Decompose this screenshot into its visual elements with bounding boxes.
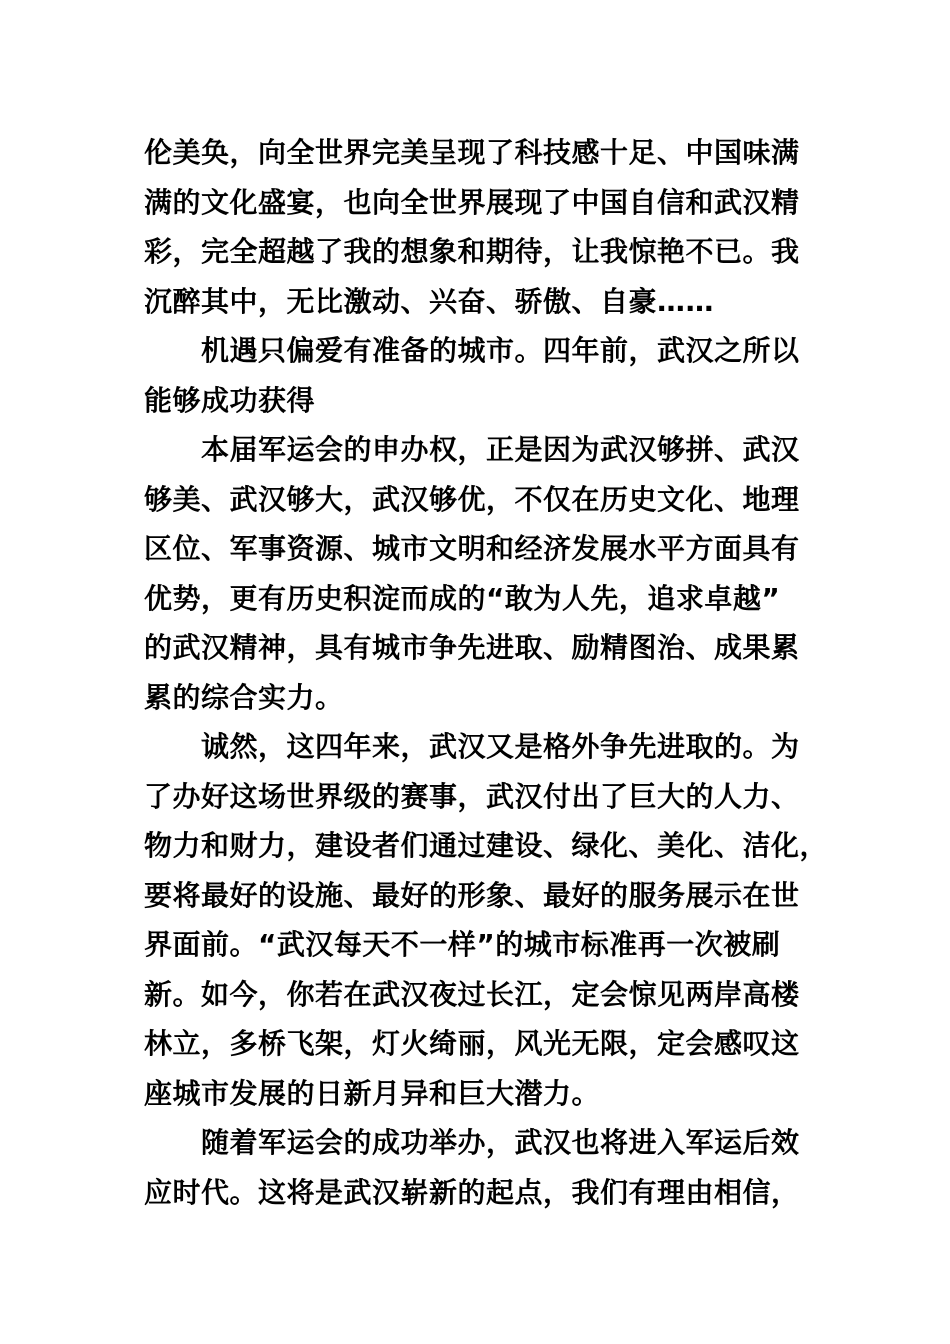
text-line: 界面前。“武汉每天不一样”的城市标准再一次被刷 bbox=[144, 928, 781, 961]
paragraph-start-line: 机遇只偏爱有准备的城市。四年前，武汉之所以 bbox=[201, 334, 800, 367]
text-line: 优势，更有历史积淀而成的“敢为人先，追求卓越” bbox=[144, 581, 781, 615]
document-page bbox=[144, 128, 829, 1217]
text-line: 累的综合实力。 bbox=[144, 680, 344, 714]
text-line: 应时代。这将是武汉崭新的起点，我们有理由相信， bbox=[144, 1175, 800, 1209]
text-line: 够美、武汉够大，武汉够优，不仅在历史文化、地理 bbox=[144, 482, 800, 516]
text-line: 沉醉其中，无比激动、兴奋、骄傲、自豪…… bbox=[144, 284, 715, 318]
paragraph-start-line: 随着军运会的成功举办，武汉也将进入军运后效 bbox=[201, 1126, 800, 1159]
text-line: 伦美奂，向全世界完美呈现了科技感十足、中国味满 bbox=[144, 136, 800, 169]
text-line: 区位、军事资源、城市文明和经济发展水平方面具有 bbox=[144, 532, 800, 565]
text-line: 彩，完全超越了我的想象和期待，让我惊艳不已。我 bbox=[144, 235, 800, 268]
text-line: 林立，多桥飞架，灯火绮丽，风光无限，定会感叹这 bbox=[144, 1027, 800, 1060]
text-line: 要将最好的设施、最好的形象、最好的服务展示在世 bbox=[144, 878, 800, 912]
text-line: 了办好这场世界级的赛事，武汉付出了巨大的人力、 bbox=[144, 779, 800, 813]
paragraph-start-line: 诚然，这四年来，武汉又是格外争先进取的。为 bbox=[201, 730, 800, 763]
text-line: 能够成功获得 bbox=[144, 383, 316, 417]
text-line: 座城市发展的日新月异和巨大潜力。 bbox=[144, 1076, 601, 1110]
text-line: 新。如今，你若在武汉夜过长江，定会惊见两岸高楼 bbox=[144, 977, 800, 1011]
text-line: 的武汉精神，具有城市争先进取、励精图治、成果累 bbox=[144, 631, 800, 664]
text-line: 物力和财力，建设者们通过建设、绿化、美化、洁化， bbox=[144, 829, 829, 862]
text-line: 满的文化盛宴，也向全世界展现了中国自信和武汉精 bbox=[144, 185, 800, 219]
paragraph-start-line: 本届军运会的申办权，正是因为武汉够拼、武汉 bbox=[201, 433, 800, 466]
